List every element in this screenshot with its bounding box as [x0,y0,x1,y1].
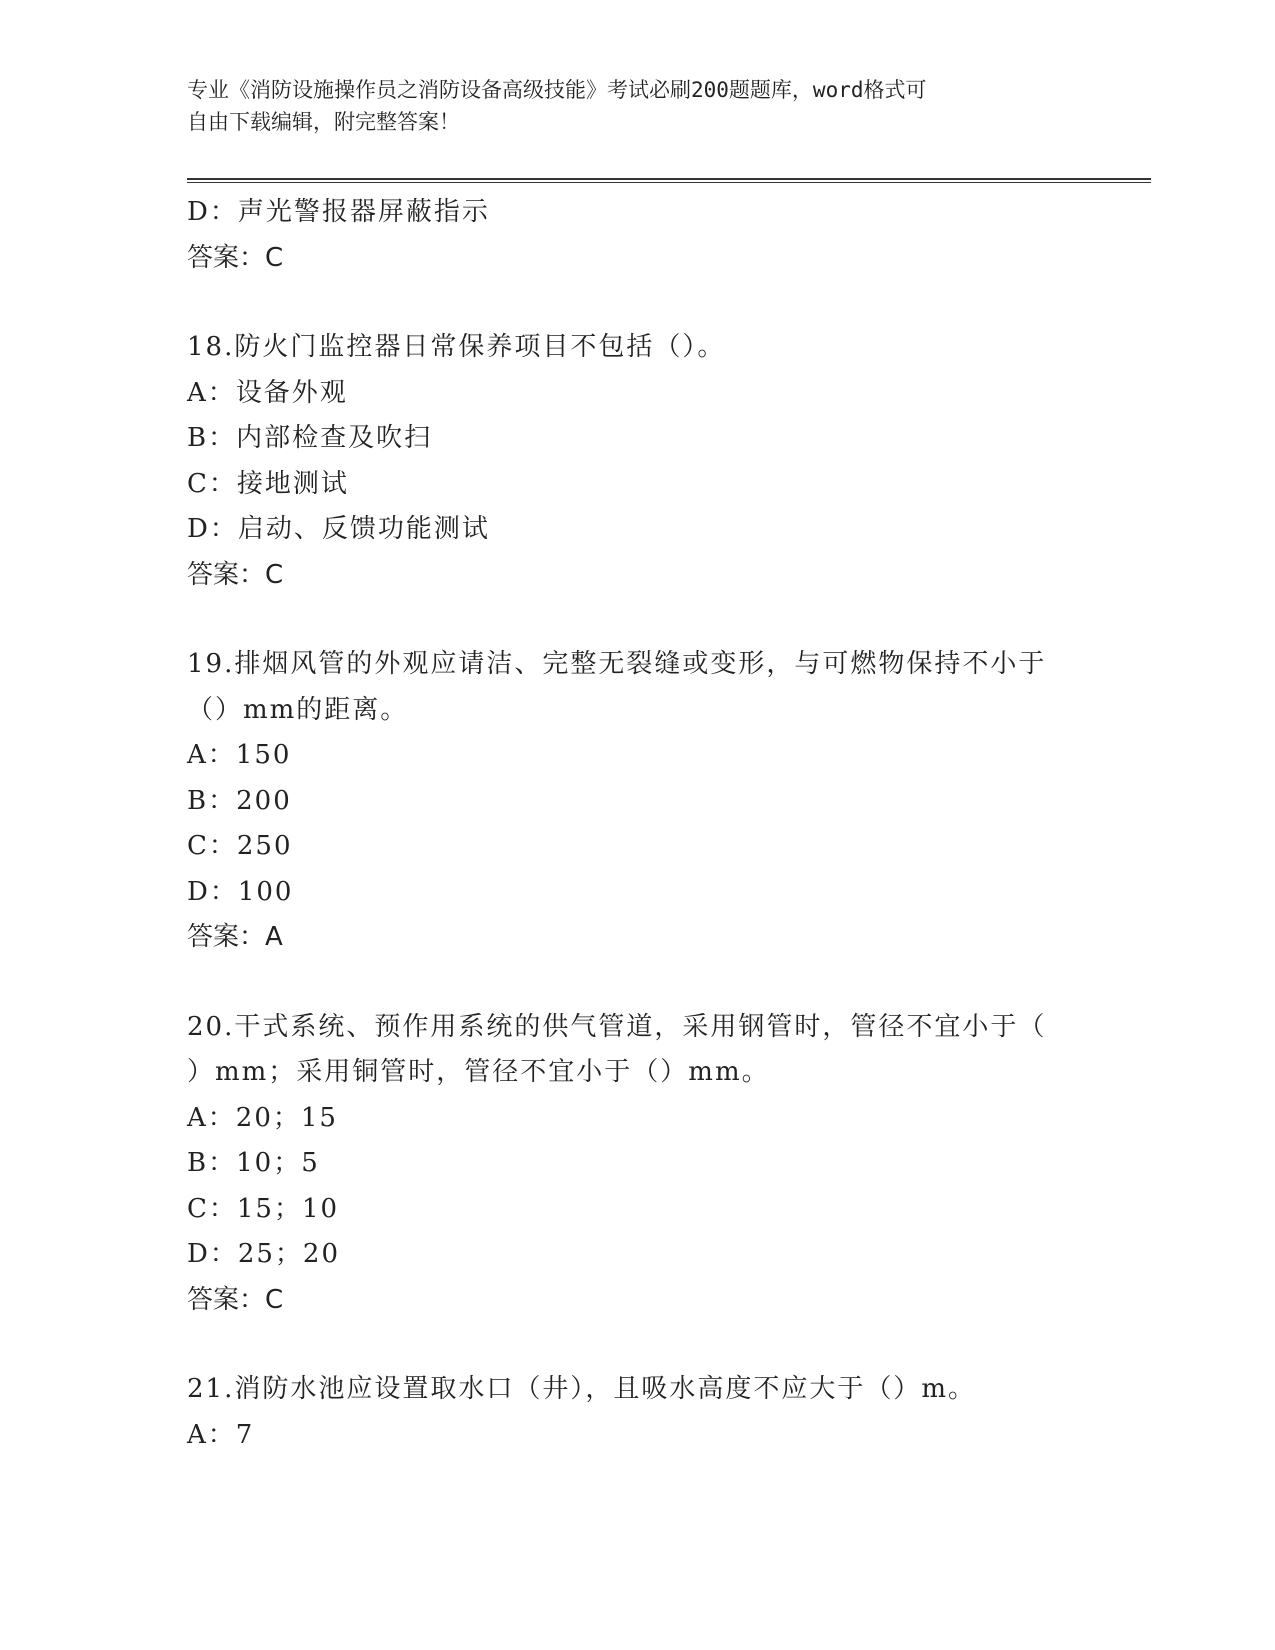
answer: 答案：C [187,559,284,590]
question-20 [187,1005,1087,1324]
option-a: A：设备外观 [187,377,348,408]
option-a: A：7 [187,1419,255,1450]
question-content [187,190,1087,1458]
option-d: D：启动、反馈功能测试 [187,514,490,544]
question-stem-continued: ）mm；采用铜管时，管径不宜小于（）mm。 [187,1057,770,1087]
option-c: C：15；10 [187,1193,340,1224]
document-header [187,74,1087,138]
option-a: A：20；15 [187,1102,338,1133]
question-stem: 18.防火门监控器日常保养项目不包括（）。 [187,332,726,362]
answer: 答案：C [187,1284,284,1315]
question-18 [187,325,1087,598]
option-d: D：100 [187,876,294,907]
question-stem: 19.排烟风管的外观应请洁、完整无裂缝或变形，与可燃物保持不小于 [187,649,1047,679]
question-stem: 20.干式系统、预作用系统的供气管道，采用钢管时，管径不宜小于（ [187,1011,1047,1042]
option-d: D：声光警报器屏蔽指示 [187,197,490,227]
header-line-1: 专业《消防设施操作员之消防设备高级技能》考试必刷200题题库，word格式可 [187,78,927,102]
option-b: B：10；5 [187,1148,320,1178]
header-divider [187,178,1151,183]
option-b: B：200 [187,785,292,816]
option-d: D：25；20 [187,1239,341,1269]
option-b: B：内部检查及吹扫 [187,423,433,453]
header-line-2: 自由下载编辑，附完整答案！ [187,110,460,134]
option-a: A：150 [187,740,292,770]
answer: 答案：A [187,922,283,952]
answer: 答案：C [187,242,284,273]
question-19 [187,642,1087,961]
question-stem: 21.消防水池应设置取水口（井），且吸水高度不应大于（）m。 [187,1374,977,1404]
question-stem-continued: （）mm的距离。 [187,694,409,725]
question-21 [187,1367,1087,1458]
option-c: C：接地测试 [187,468,349,499]
option-c: C：250 [187,831,293,861]
